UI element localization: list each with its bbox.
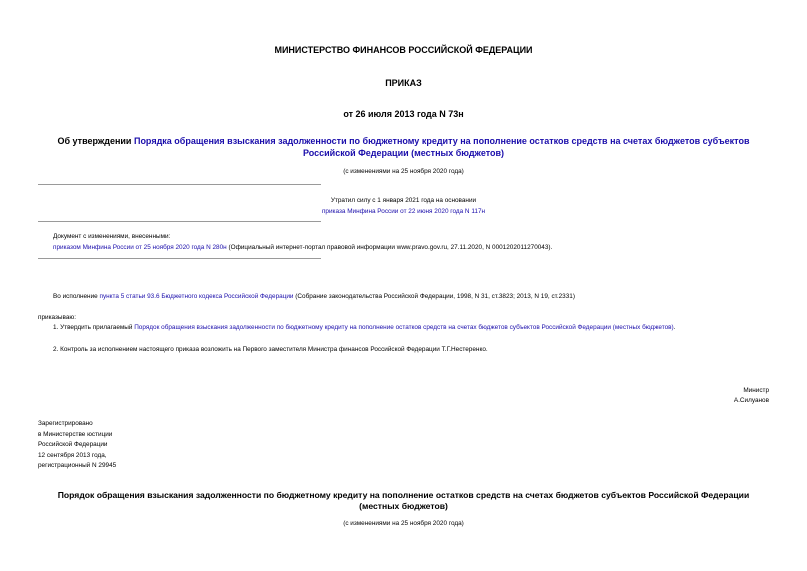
signature-name: А.Силуанов	[733, 397, 769, 404]
item1-prefix: 1. Утвердить прилагаемый	[53, 324, 135, 331]
pursuant-prefix: Во исполнение	[53, 293, 100, 300]
signature-position: Министр	[743, 387, 769, 394]
order-117n-link[interactable]: приказа Минфина России от 22 июня 2020 года N 117н	[321, 208, 486, 215]
registration-line: Российской Федерации	[38, 441, 108, 448]
document-title-line1	[0, 136, 807, 146]
registration-line: 12 сентября 2013 года,	[38, 451, 107, 459]
registration-block	[38, 419, 116, 472]
order-item-2: 2. Контроль за исполнением настоящего приказа возложить на Первого заместителя Министра финансов Российской Федерации Т.Г.Нестеренко.	[53, 346, 488, 353]
divider-middle	[38, 221, 321, 222]
procedure-title-line1: Порядок обращения взыскания задолженности по бюджетному кредиту на пополнение остатков средств на счетах бюджетов субъектов Российской Федерации	[57, 490, 750, 500]
budget-code-link[interactable]: пункта 5 статьи 93.6 Бюджетного кодекса Российской Федерации	[99, 293, 294, 300]
document-date-number: от 26 июля 2013 года N 73н	[343, 109, 464, 119]
amendment-note: (с изменениями на 25 ноября 2020 года)	[343, 168, 464, 175]
pursuant-paragraph	[53, 293, 575, 300]
title-prefix: Об утверждении	[57, 136, 134, 146]
registration-line: регистрационный N 29945	[38, 462, 117, 469]
title-procedure-link-cont[interactable]: Российской Федерации (местных бюджетов)	[302, 148, 505, 158]
title-procedure-link[interactable]: Порядка обращения взыскания задолженности по бюджетному кредиту на пополнение остатков средств на счетах бюджетов субъектов	[133, 136, 750, 146]
lost-force-text: Утратил силу с 1 января 2021 года на основании	[330, 197, 477, 204]
pursuant-source: (Собрание законодательства Российской Федерации, 1998, N 31, ст.3823; 2013, N 19, ст.2331)	[293, 293, 575, 300]
lost-force-link	[0, 208, 807, 215]
order-item-1	[53, 324, 675, 331]
item1-suffix: .	[673, 324, 676, 331]
procedure-link[interactable]: Порядок обращения взыскания задолженности по бюджетному кредиту на пополнение остатков средств на счетах бюджетов субъектов Российской Федерации (местных бюджетов)	[134, 324, 674, 331]
procedure-amendment-note: (с изменениями на 25 ноября 2020 года)	[343, 520, 464, 527]
divider-bottom	[38, 258, 321, 259]
registration-line: в Министерстве юстиции	[38, 430, 113, 438]
order-word: приказываю:	[38, 314, 76, 321]
procedure-title-line2: (местных бюджетов)	[359, 501, 448, 511]
changes-line	[53, 244, 552, 251]
changes-label: Документ с изменениями, внесенными:	[53, 233, 171, 240]
registration-line: Зарегистрировано	[38, 420, 93, 427]
divider-top	[38, 184, 321, 185]
order-280n-link[interactable]: приказом Минфина России от 25 ноября 2020 года N 280н	[53, 244, 227, 251]
ministry-heading: МИНИСТЕРСТВО ФИНАНСОВ РОССИЙСКОЙ ФЕДЕРАЦИИ	[274, 45, 533, 55]
changes-source: (Официальный интернет-портал правовой информации www.pravo.gov.ru, 27.11.2020, N 0001202011270043).	[226, 244, 553, 251]
document-title-line2	[0, 148, 807, 158]
document-type: ПРИКАЗ	[385, 78, 422, 88]
